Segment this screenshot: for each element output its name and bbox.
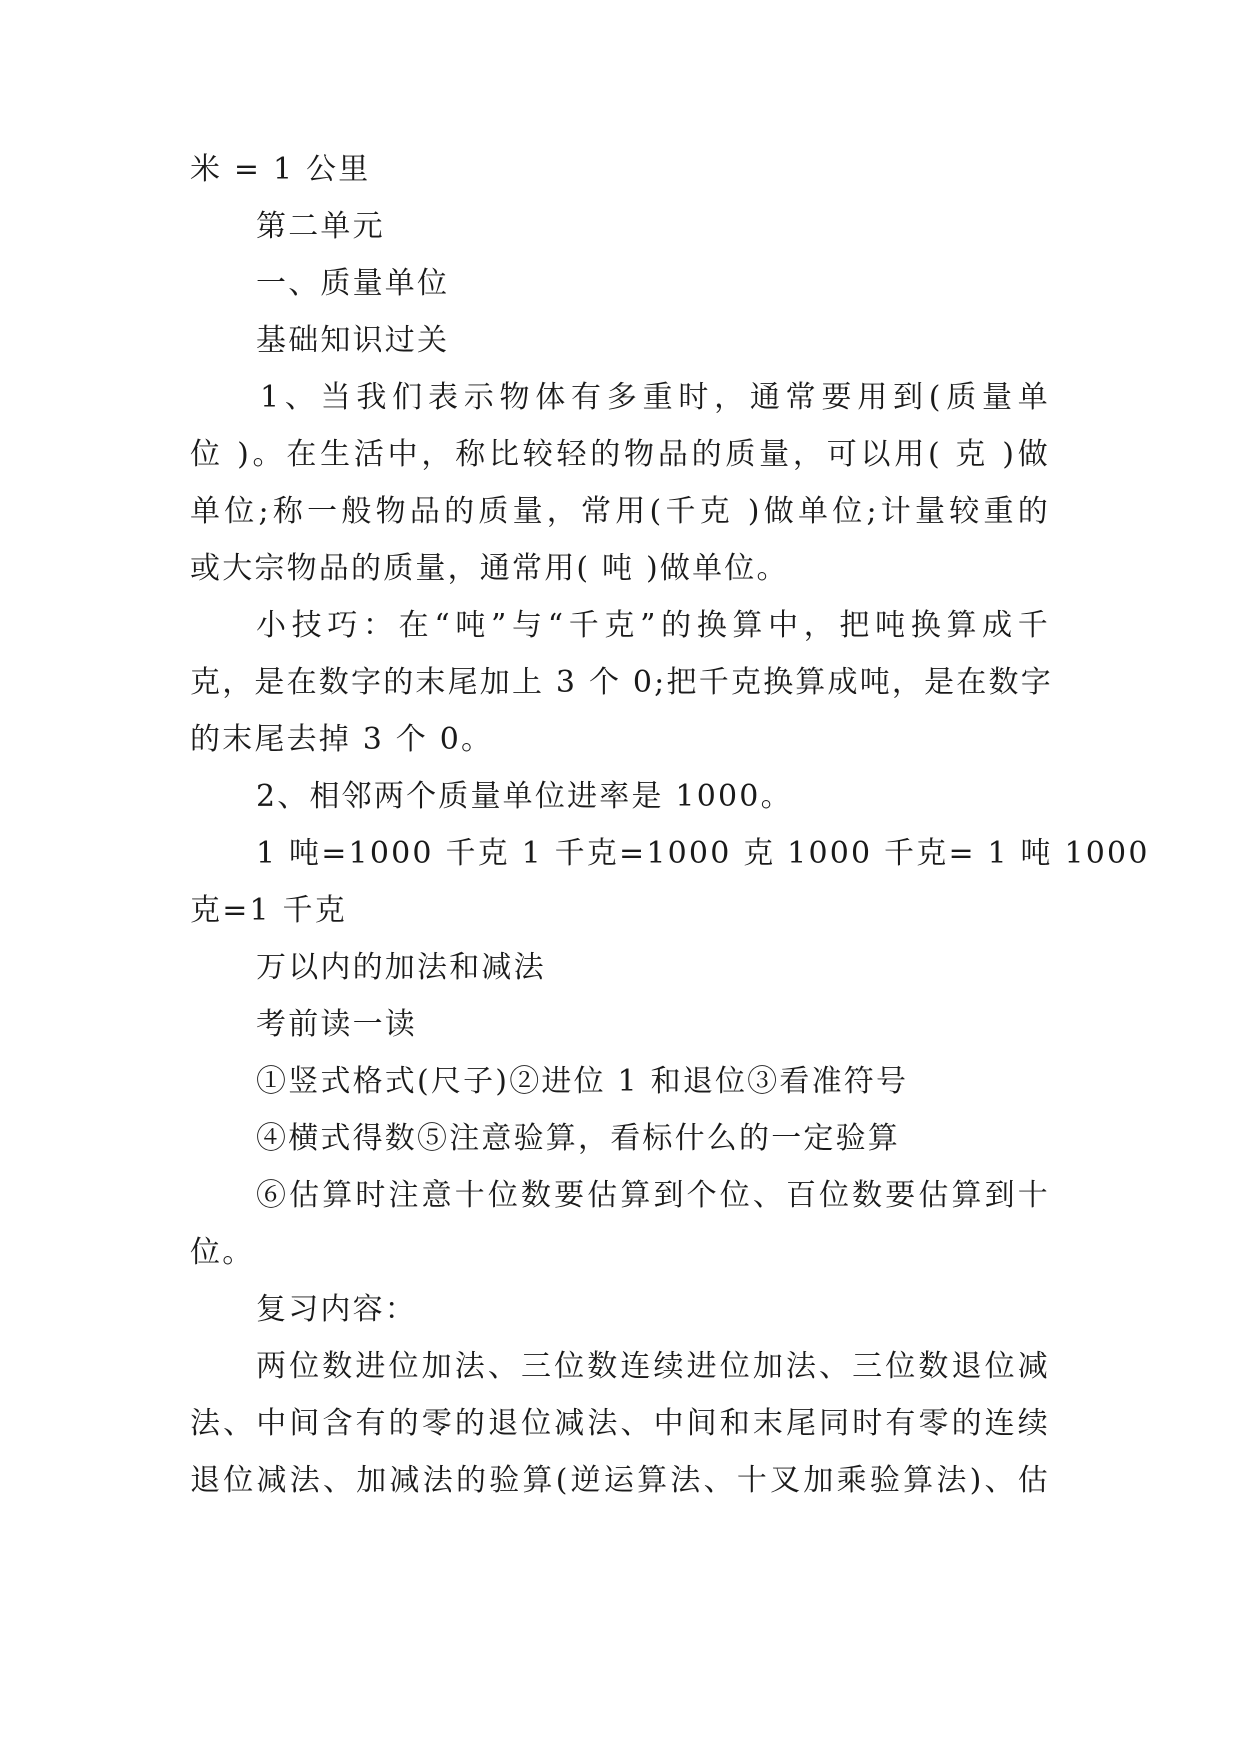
paragraph-line: 法、中间含有的零的退位减法、中间和末尾同时有零的连续 xyxy=(190,1406,1050,1441)
paragraph-line: 两位数进位加法、三位数连续进位加法、三位数退位减 xyxy=(256,1349,1050,1384)
list-item: ①竖式格式(尺子)②进位 1 和退位③看准符号 xyxy=(256,1064,909,1099)
subsection-heading: 考前读一读 xyxy=(256,1007,417,1042)
paragraph-line: 单位;称一般物品的质量，常用(千克 )做单位;计量较重的 xyxy=(190,494,1050,529)
paragraph-line: 位 )。在生活中，称比较轻的物品的质量，可以用( 克 )做 xyxy=(190,437,1050,472)
paragraph-line: 2、相邻两个质量单位进率是 1000。 xyxy=(256,779,793,814)
section-heading: 第二单元 xyxy=(256,209,385,244)
list-item: ⑥估算时注意十位数要估算到个位、百位数要估算到十 xyxy=(256,1178,1050,1213)
paragraph-line: 1 吨=1000 千克 1 千克=1000 克 1000 千克= 1 吨 1000 xyxy=(256,836,1150,871)
list-item: 位。 xyxy=(190,1235,255,1270)
list-item: ④横式得数⑤注意验算，看标什么的一定验算 xyxy=(256,1121,900,1156)
paragraph-line: 克，是在数字的末尾加上 3 个 0;把千克换算成吨，是在数字 xyxy=(190,665,1053,700)
paragraph-line: 1、当我们表示物体有多重时，通常要用到(质量单 xyxy=(260,380,1050,415)
paragraph-line: 的末尾去掉 3 个 0。 xyxy=(190,722,494,757)
paragraph-line: 小技巧：在“吨”与“千克”的换算中，把吨换算成千 xyxy=(256,608,1050,643)
paragraph-line: 克=1 千克 xyxy=(190,893,347,928)
paragraph-line: 或大宗物品的质量，通常用( 吨 )做单位。 xyxy=(190,551,789,586)
paragraph-line: 退位减法、加减法的验算(逆运算法、十叉加乘验算法)、估 xyxy=(190,1463,1050,1498)
subsection-heading: 复习内容： xyxy=(256,1292,417,1327)
subsection-heading: 基础知识过关 xyxy=(256,323,450,358)
section-heading: 万以内的加法和减法 xyxy=(256,950,546,985)
subsection-heading: 一、质量单位 xyxy=(256,266,450,301)
text-line: 米 = 1 公里 xyxy=(190,152,371,187)
